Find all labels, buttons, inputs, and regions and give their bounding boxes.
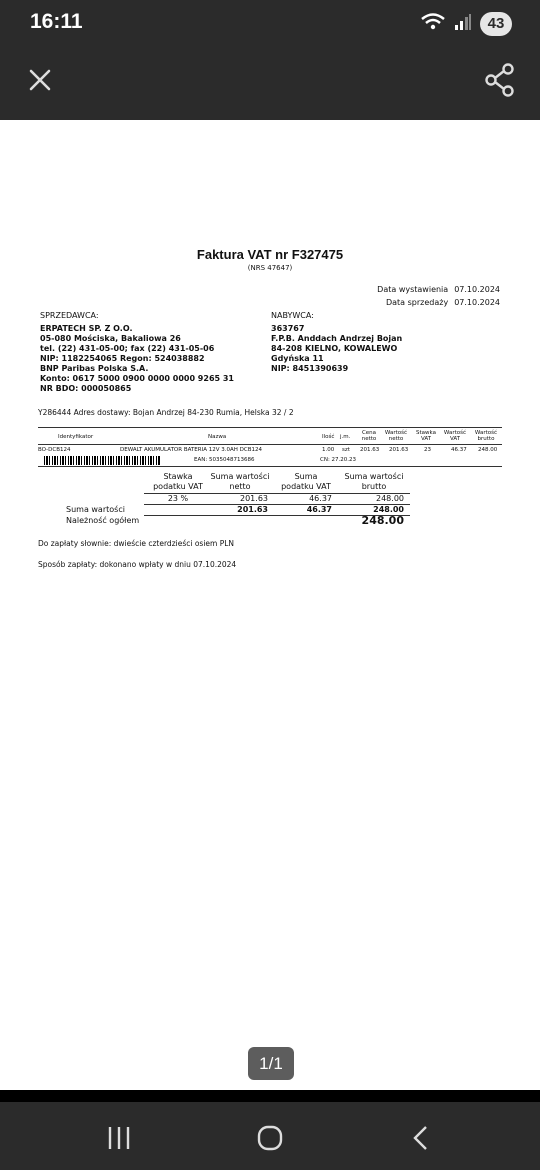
total-label: Suma wartości — [66, 505, 125, 514]
summary-rate-gross: 248.00 — [376, 494, 404, 503]
buyer-line: 363767 — [271, 324, 305, 333]
cell-name: DEWALT AKUMULATOR BATERIA 12V 3.0AH DCB124 — [120, 447, 262, 453]
cell-ean: EAN: 5035048713686 — [194, 457, 255, 463]
status-time: 16:11 — [30, 10, 83, 33]
col-header-rate: Stawka VAT — [416, 430, 436, 442]
back-icon[interactable] — [406, 1124, 436, 1152]
battery-indicator: 43 — [480, 12, 512, 36]
table-header — [38, 428, 502, 445]
seller-line: 05-080 Mościska, Bakaliowa 26 — [40, 334, 181, 343]
page-indicator: 1/1 — [248, 1047, 294, 1080]
invoice-title: Faktura VAT nr F327475 — [196, 247, 344, 262]
cell-qty: 1.00 — [322, 447, 335, 453]
cell-rate: 23 — [424, 447, 431, 453]
summary-header-rate: Stawka podatku VAT — [153, 472, 203, 491]
seller-label: SPRZEDAWCA: — [40, 311, 99, 320]
col-header-qty: Ilość — [322, 434, 335, 440]
seller-line: NIP: 1182254065 Regon: 524038882 — [40, 354, 205, 363]
summary-header-vat: Suma podatku VAT — [281, 472, 331, 491]
close-icon[interactable] — [22, 62, 58, 98]
cell-price: 201.63 — [360, 447, 380, 453]
items-table — [38, 427, 502, 467]
seller-line: tel. (22) 431-05-00; fax (22) 431-05-06 — [40, 344, 215, 353]
buyer-block — [271, 311, 496, 374]
buyer-line: F.P.B. Anddach Andrzej Bojan — [271, 334, 403, 343]
system-nav-bar — [0, 1102, 540, 1170]
recent-apps-icon[interactable] — [104, 1124, 134, 1152]
status-bar — [0, 0, 540, 48]
seller-block — [40, 311, 265, 394]
payment-method: Sposób zapłaty: dokonano wpłaty w dniu 07.10.2024 — [38, 560, 237, 569]
table-row-detail — [38, 455, 502, 467]
seller-line: BNP Paribas Polska S.A. — [40, 364, 149, 373]
seller-line: ERPATECH SP. Z O.O. — [40, 324, 133, 333]
sale-date-label: Data sprzedaży — [385, 298, 449, 307]
home-icon[interactable] — [255, 1124, 285, 1152]
share-icon[interactable] — [484, 62, 516, 98]
sale-date-row — [377, 296, 500, 309]
amount-in-words: Do zapłaty słownie: dwieście czterdzieści osiem PLN — [38, 539, 235, 548]
bottom-divider — [0, 1090, 540, 1102]
col-header-price: Cena netto — [361, 430, 377, 442]
barcode-image — [44, 456, 160, 465]
summary-rate-vat: 46.37 — [309, 494, 332, 503]
col-header-vat: Wartość VAT — [443, 430, 467, 442]
signal-icon — [454, 13, 472, 35]
total-vat: 46.37 — [306, 505, 332, 514]
delivery-address: Y286444 Adres dostawy: Bojan Andrzej 84-230 Rumia, Helska 32 / 2 — [38, 408, 294, 417]
due-value: 248.00 — [361, 514, 404, 527]
seller-line: NR BDO: 000050865 — [40, 384, 132, 393]
viewer-toolbar — [0, 48, 540, 120]
cell-cn: CN: 27.20.23 — [320, 457, 357, 463]
issue-date-row — [377, 283, 500, 296]
issue-date-label: Data wystawienia — [377, 285, 449, 294]
buyer-line: Gdyńska 11 — [271, 354, 324, 363]
cell-gross: 248.00 — [478, 447, 498, 453]
cell-net: 201.63 — [389, 447, 409, 453]
invoice-dates — [377, 283, 500, 309]
cell-id: BO-DCB124 — [38, 447, 71, 453]
table-row — [38, 445, 502, 455]
total-gross: 248.00 — [373, 505, 404, 514]
buyer-label: NABYWCA: — [271, 311, 314, 320]
wifi-icon — [420, 12, 446, 36]
sale-date-value: 07.10.2024 — [454, 298, 500, 307]
total-net: 201.63 — [237, 505, 268, 514]
summary-rate: 23 % — [167, 494, 189, 503]
col-header-id: Identyfikator — [58, 434, 94, 440]
col-header-net: Wartość netto — [384, 430, 408, 442]
document-page — [0, 120, 540, 1090]
buyer-line: NIP: 8451390639 — [271, 364, 349, 373]
invoice-nrs: (NRS 47647) — [247, 264, 293, 272]
summary-rate-net: 201.63 — [240, 494, 268, 503]
seller-line: Konto: 0617 5000 0900 0000 0000 9265 31 — [40, 374, 234, 383]
summary-header-net: Suma wartości netto — [210, 472, 270, 491]
status-icons — [420, 12, 512, 36]
col-header-gross: Wartość brutto — [474, 430, 498, 442]
cell-unit: szt — [342, 447, 350, 453]
buyer-line: 84-208 KIELNO, KOWALEWO — [271, 344, 398, 353]
due-label: Należność ogółem — [66, 516, 140, 525]
summary-header-gross: Suma wartości brutto — [344, 472, 404, 491]
issue-date-value: 07.10.2024 — [454, 285, 500, 294]
cell-vat: 46.37 — [451, 447, 467, 453]
col-header-name: Nazwa — [208, 434, 227, 440]
col-header-unit: j.m. — [340, 434, 351, 440]
